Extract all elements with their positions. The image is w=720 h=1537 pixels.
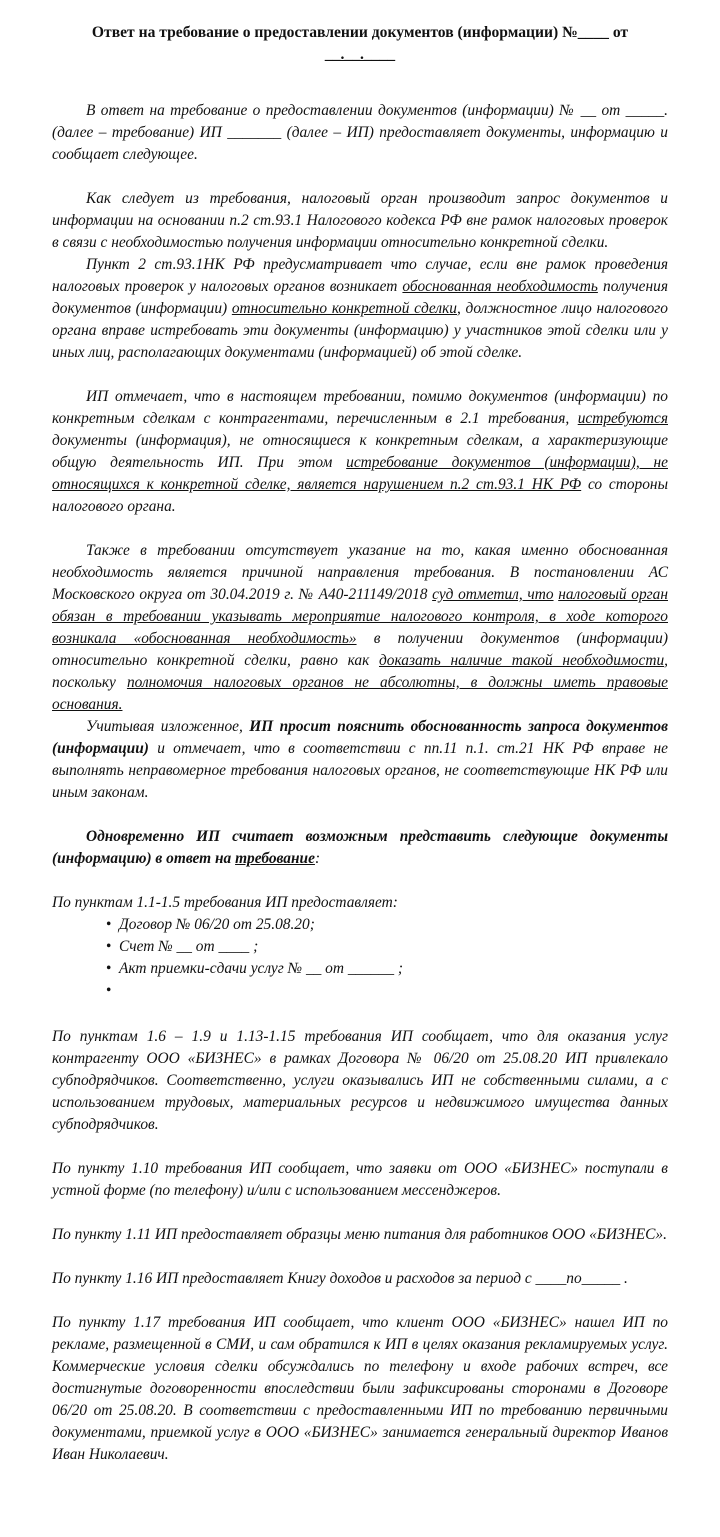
paragraph-court-ruling [52, 540, 668, 716]
text-run: в получении документов (информации) относительно конкретной сделки, равно как [52, 630, 668, 669]
text-run: : [314, 850, 321, 867]
list-intro: По пунктам 1.1-1.5 требования ИП предоставляет: [52, 894, 398, 911]
text-run: Пункт 2 ст.93.1НК РФ предусматривает что случае, если вне рамок проведения налоговых проверок у налоговых органов возникает [52, 256, 668, 295]
paragraph-article-93-1 [52, 254, 668, 364]
paragraph-client: По пункту 1.17 требования ИП сообщает, что клиент ООО «БИЗНЕС» нашел ИП по рекламе, размещенной в СМИ, и сам обратился к ИП в целях оказания рекламируемых услуг. Коммерческие условия сделки обсуждались по телефону и входе рабочих встреч, все достигнутые договоренности впоследствии были зафиксированы сторонами в Договоре 06/20 от 25.08.20. В соответствии с предоставленными ИП по требованию первичными документами, приемкой услуг в ООО «БИЗНЕС» занимается генеральный директор Иванов Иван Николаевич. [52, 1314, 668, 1463]
bold-run: Одновременно ИП считает возможным представить следующие документы (информацию) в ответ на [52, 828, 668, 867]
paragraph-menu-samples: По пункту 1.11 ИП предоставляет образцы меню питания для работников ООО «БИЗНЕС». [52, 1226, 667, 1243]
text-run: документы (информация), не относящиеся к конкретным сделкам, а характеризующие общую деятельность ИП. При этом [52, 432, 668, 471]
paragraph-orders: По пункту 1.10 требования ИП сообщает, что заявки от ООО «БИЗНЕС» поступали в устной форме (по телефону) и/или с использованием мессенджеров. [52, 1160, 668, 1199]
list-item: • Договор № 06/20 от 25.08.20; [106, 914, 668, 936]
list-item: • Счет № __ от ____ ; [106, 936, 668, 958]
text-run: со стороны налогового органа. [52, 476, 668, 515]
text-run: ИП отмечает, что в настоящем требовании, помимо документов (информации) по конкретным сделкам с контрагентами, перечисленным в 2.1 требования, [52, 388, 668, 427]
underlined-run: полномочия налоговых органов не абсолютны, в должны иметь правовые основания. [52, 674, 669, 713]
underlined-run: относительно конкретной сделки [231, 300, 457, 317]
text-run: , поскольку [52, 652, 668, 691]
paragraph-violation [52, 386, 668, 518]
title-line-1: Ответ на требование о предоставлении документов (информации) №____ от [91, 24, 629, 41]
text-run: и отмечает, что в соответствии с пп.11 п.1. ст.21 НК РФ вправе не выполнять неправомерное требования налоговых органов, не соответствующие НК РФ или иным законам. [52, 740, 668, 801]
paragraph-subcontractors: По пунктам 1.6 – 1.9 и 1.13-1.15 требования ИП сообщает, что для оказания услуг контрагенту ООО «БИЗНЕС» в рамках Договора № 06/20 от 25.08.20 ИП привлекало субподрядчиков. Соответственно, услуги оказывались ИП не собственными силами, а с использованием трудовых, материальных ресурсов и недвижимого имущества данных субподрядчиков. [52, 1028, 668, 1133]
underlined-run: доказать наличие такой необходимости [378, 652, 665, 669]
text-run: Учитывая изложенное, [86, 718, 250, 735]
paragraph-documents-offer [52, 826, 668, 870]
underlined-run: суд отметил, что [432, 586, 554, 603]
list-item [106, 980, 668, 1002]
document-title [52, 22, 668, 66]
underlined-run: обоснованная необходимость [402, 278, 598, 295]
underlined-run: налоговый орган обязан в требовании указывать мероприятие налогового контроля, в ходе которого возникала «обоснованная необходимость» [52, 586, 668, 647]
paragraph-request-justification [52, 716, 668, 804]
documents-list [52, 914, 668, 1002]
underlined-run: требование [235, 850, 315, 867]
text-run: , должностное лицо налогового органа вправе истребовать эти документы (информацию) у участников этой сделки или у иных лиц, располагающих документами (информацией) об этой сделке. [52, 300, 668, 361]
underlined-run: истребуются [577, 410, 668, 427]
list-item: • Акт приемки-сдачи услуг № __ от ______ ; [106, 958, 668, 980]
paragraph-income-book: По пункту 1.16 ИП предоставляет Книгу доходов и расходов за период с ____по_____ . [52, 1270, 628, 1287]
underlined-run: истребование документов (информации), не относящихся к конкретной сделке, является нарушением п.2 ст.93.1 НК РФ [52, 454, 668, 493]
intro-paragraph: В ответ на требование о предоставлении документов (информации) № __ от _____. (далее – требование) ИП _______ (далее – ИП) предоставляет документы, информацию и сообщает следующее. [52, 102, 668, 163]
bold-run: ИП просит пояснить обоснованность запроса документов (информации) [52, 718, 668, 757]
title-date-line: __.__.____ [324, 46, 396, 63]
paragraph-request-basis: Как следует из требования, налоговый орган производит запрос документов и информации на основании п.2 ст.93.1 Налогового кодекса РФ вне рамок налоговых проверок в связи с необходимостью получения информации относительно конкретной сделки. [52, 190, 668, 251]
text-run: получения документов (информации) [52, 278, 668, 317]
text-run: Также в требовании отсутствует указание на то, какая именно обоснованная необходимость является причиной направления требования. В постановлении АС Московского округа от 30.04.2019 г. № А40-211149/2018 [52, 542, 668, 603]
